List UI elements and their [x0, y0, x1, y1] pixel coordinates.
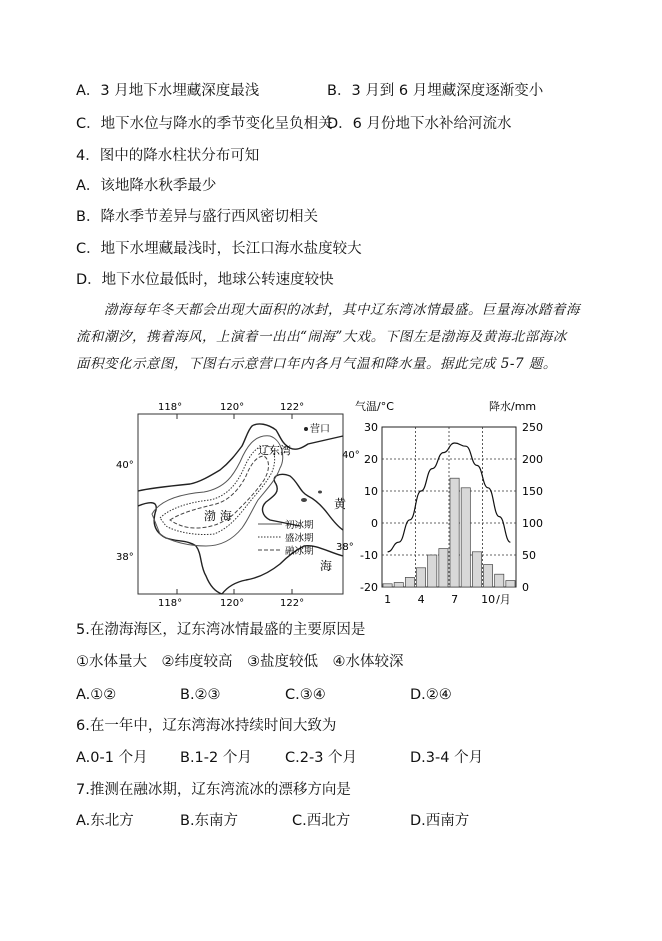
lat-left-40: 40° [116, 460, 134, 471]
x-tick-label: 4 [417, 593, 425, 606]
q6-option-d: D.3-4 个月 [410, 750, 484, 766]
q4-option-b: B．降水季节差异与盛行西风密切相关 [76, 209, 318, 225]
q6-option-a: A.0-1 个月 [76, 750, 148, 766]
q5-option-d: D.②④ [410, 687, 452, 703]
right-tick-label: 100 [522, 517, 543, 530]
left-tick-label: -10 [360, 549, 378, 562]
left-tick-label: -20 [360, 581, 378, 594]
precip-bar-month-3 [405, 577, 414, 587]
yingkou-climate-chart [352, 393, 582, 608]
left-tick-label: 20 [364, 453, 378, 466]
passage-line-1: 渤海每年冬天都会出现大面积的冰封，其中辽东湾冰情最盛。巨量海冰踏着海 [104, 302, 580, 318]
precip-bar-month-7 [450, 478, 459, 587]
liaodong-bay-label: 辽东湾 [258, 444, 291, 457]
q7-option-d: D.西南方 [410, 813, 470, 829]
precip-bar-month-8 [461, 488, 470, 587]
bohai-label: 渤 海 [204, 509, 232, 523]
left-tick-label: 0 [371, 517, 378, 530]
q5-option-b: B.②③ [180, 687, 221, 703]
q7-option-b: B.东南方 [180, 813, 239, 829]
left-tick-label: 30 [364, 421, 378, 434]
precip-bar-month-10 [484, 565, 493, 587]
q3-option-a: A．3 月地下水埋藏深度最浅 [76, 83, 260, 99]
q3-option-c: C．地下水位与降水的季节变化呈负相关 [76, 116, 333, 132]
right-tick-label: 200 [522, 453, 543, 466]
q7-option-c: C.西北方 [292, 813, 351, 829]
q4-option-c: C．地下水埋藏最浅时，长江口海水盐度较大 [76, 241, 362, 257]
q4-option-d: D．地下水位最低时，地球公转速度较快 [76, 272, 334, 288]
lon-bottom-122: 122° [280, 598, 305, 609]
legend-label-melt: 融冰期 [285, 546, 314, 557]
x-tick-label: 10 [481, 593, 496, 606]
q4-option-a: A．该地降水秋季最少 [76, 178, 217, 194]
x-unit-label: /月 [496, 593, 511, 606]
precip-bar-month-11 [495, 574, 504, 587]
lat-right-40: 40° [342, 450, 360, 461]
precip-bar-month-4 [417, 568, 426, 587]
lat-left-38: 38° [116, 552, 134, 563]
lon-top-120: 120° [220, 402, 245, 413]
precip-bar-month-6 [439, 549, 448, 587]
precip-bar-month-1 [383, 584, 392, 587]
q6-stem: 6.在一年中，辽东湾海冰持续时间大致为 [76, 718, 337, 734]
q5-stem: 5.在渤海海区，辽东湾冰情最盛的主要原因是 [76, 622, 366, 638]
precip-bar-month-5 [428, 555, 437, 587]
yellow-sea-label-2: 海 [320, 559, 333, 573]
q5-option-c: C.③④ [285, 687, 326, 703]
q6-option-b: B.1-2 个月 [180, 750, 252, 766]
right-tick-label: 150 [522, 485, 543, 498]
map-frame [138, 414, 343, 594]
island [301, 498, 307, 502]
passage-line-2: 流和潮汐，携着海风，上演着一出出“闹海”大戏。下图左是渤海及黄海北部海冰 [76, 329, 567, 345]
island [318, 491, 322, 494]
lat-right-38: 38° [336, 542, 354, 553]
lon-top-122: 122° [280, 402, 305, 413]
left-tick-label: 10 [364, 485, 378, 498]
x-tick-label: 7 [451, 593, 459, 606]
yingkou-label: 营口 [310, 424, 330, 435]
q3-option-b: B．3 月到 6 月埋藏深度逐渐变小 [327, 83, 544, 99]
q4-stem: 4．图中的降水柱状分布可知 [76, 148, 260, 164]
q5-items: ①水体量大 ②纬度较高 ③盐度较低 ④水体较深 [76, 654, 404, 670]
lon-bottom-118: 118° [158, 598, 183, 609]
right-tick-label: 50 [522, 549, 536, 562]
yellow-sea-label-1: 黄 [334, 497, 347, 511]
passage [76, 297, 596, 378]
x-tick-label: 1 [384, 593, 392, 606]
q3-option-d: D．6 月份地下水补给河流水 [327, 116, 512, 132]
precip-bar-month-2 [394, 583, 403, 587]
passage-line-3: 面积变化示意图，下图右示意营口年内各月气温和降水量。据此完成 5-7 题。 [76, 356, 557, 372]
precip-bar-month-12 [506, 581, 515, 587]
right-tick-label: 0 [522, 581, 529, 594]
left-axis-label: 气温/°C [355, 400, 394, 413]
legend-label-peak: 盛冰期 [285, 533, 314, 544]
precip-bar-month-9 [472, 552, 481, 587]
q7-stem: 7.推测在融冰期，辽东湾流冰的漂移方向是 [76, 782, 351, 798]
right-axis-label: 降水/mm [489, 400, 537, 413]
lon-bottom-120: 120° [220, 598, 245, 609]
bohai-sea-ice-map [116, 396, 360, 610]
q6-option-c: C.2-3 个月 [285, 750, 358, 766]
q7-option-a: A.东北方 [76, 813, 134, 829]
right-tick-label: 250 [522, 421, 543, 434]
q5-option-a: A.①② [76, 687, 117, 703]
yingkou-marker [304, 427, 308, 431]
legend-label-early: 初冰期 [285, 520, 314, 531]
lon-top-118: 118° [158, 402, 183, 413]
